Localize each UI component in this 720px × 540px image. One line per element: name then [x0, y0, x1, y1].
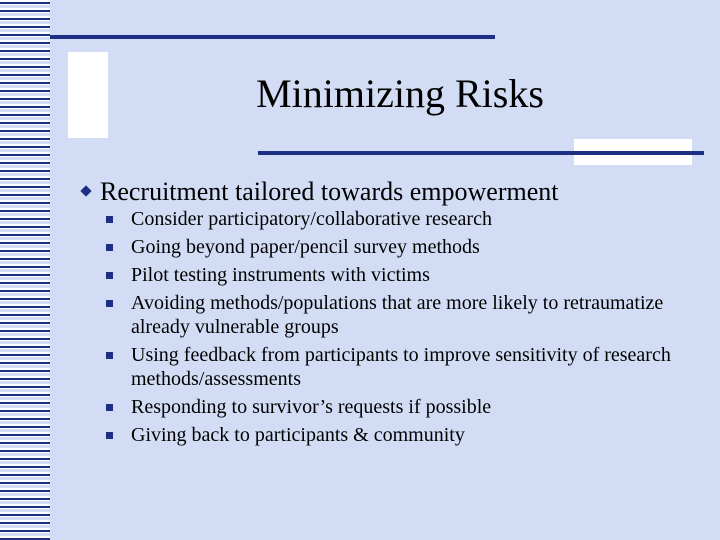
square-bullet-icon: [106, 404, 113, 411]
square-bullet-icon: [106, 272, 113, 279]
sub-bullet-text: Giving back to participants & community: [131, 424, 465, 446]
sub-bullet-text: Pilot testing instruments with victims: [131, 264, 430, 286]
sub-bullet-text: Consider participatory/collaborative research: [131, 208, 492, 230]
sub-bullet-item: [106, 235, 686, 259]
sub-bullet-item: [106, 291, 686, 339]
main-bullet: [78, 175, 698, 209]
sub-bullet-item: [106, 423, 686, 447]
left-stripe-decoration: [0, 0, 50, 540]
square-bullet-icon: [106, 352, 113, 359]
sub-bullet-item: [106, 263, 686, 287]
sub-bullet-text: Going beyond paper/pencil survey methods: [131, 236, 480, 258]
sub-bullet-list: [106, 207, 686, 451]
sub-bullet-text: Avoiding methods/populations that are more likely to retraumatize already vulnerable groups: [131, 292, 664, 338]
sub-bullet-item: [106, 395, 686, 419]
square-bullet-icon: [106, 432, 113, 439]
main-bullet-text: Recruitment tailored towards empowerment: [100, 177, 559, 206]
sub-bullet-text: Responding to survivor’s requests if possible: [131, 396, 492, 418]
square-bullet-icon: [106, 216, 113, 223]
sub-bullet-item: [106, 343, 686, 391]
sub-bullet-text: Using feedback from participants to improve sensitivity of research methods/assessments: [131, 344, 671, 390]
square-bullet-icon: [106, 244, 113, 251]
white-block-decoration: [68, 52, 108, 138]
slide-title: Minimizing Risks: [256, 71, 544, 116]
square-bullet-icon: [106, 300, 113, 307]
title-underline-rule: [258, 151, 704, 155]
sub-bullet-item: [106, 207, 686, 231]
top-rule: [50, 35, 495, 39]
diamond-bullet-icon: [80, 185, 91, 196]
